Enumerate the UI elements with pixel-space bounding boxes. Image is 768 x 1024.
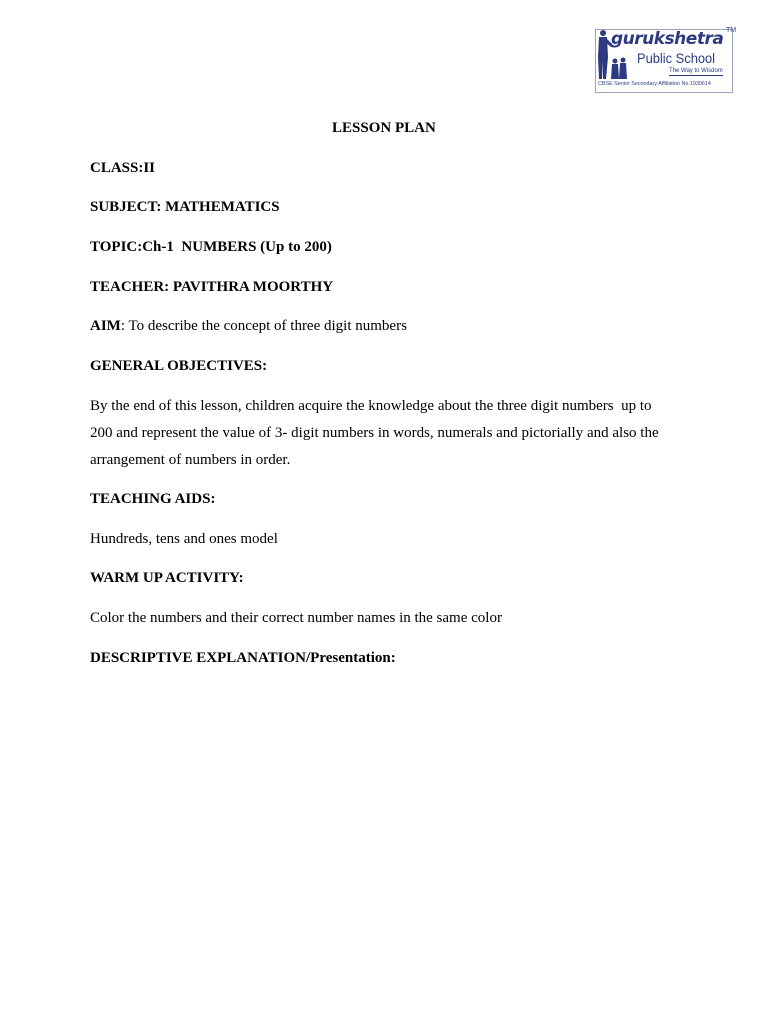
- aim-text: : To describe the concept of three digit numbers: [120, 318, 407, 334]
- logo-brand-text: gurukshetra: [611, 29, 724, 49]
- aim-label: AIM: [90, 318, 121, 334]
- teaching-aids-text: Hundreds, tens and ones model: [90, 531, 278, 547]
- logo-tagline: The Way to Wisdom: [669, 68, 723, 74]
- warm-up-text: Color the numbers and their correct number names in the same color: [90, 610, 502, 626]
- school-logo: [593, 27, 737, 95]
- logo-trademark: TM: [726, 27, 737, 34]
- logo-school-name: Public School: [637, 50, 716, 66]
- descriptive-explanation-heading: DESCRIPTIVE EXPLANATION/Presentation:: [90, 650, 396, 666]
- topic-line: TOPIC:Ch-1 NUMBERS (Up to 200): [90, 239, 332, 255]
- warm-up-heading: WARM UP ACTIVITY:: [90, 570, 244, 586]
- logo-tagline-underline: [669, 75, 723, 76]
- page-title: LESSON PLAN: [332, 120, 436, 136]
- subject-line: SUBJECT: MATHEMATICS: [90, 199, 280, 215]
- teacher-line: TEACHER: PAVITHRA MOORTHY: [90, 279, 334, 295]
- logo-affiliation: CBSE Senior Secondary Affiliation No.1930614: [598, 81, 711, 87]
- teaching-aids-heading: TEACHING AIDS:: [90, 491, 216, 507]
- objectives-line-2: 200 and represent the value of 3- digit numbers in words, numerals and pictorially and also the: [90, 425, 659, 441]
- objectives-line-3: arrangement of numbers in order.: [90, 452, 291, 468]
- objectives-line-1: By the end of this lesson, children acquire the knowledge about the three digit numbers up to: [90, 398, 652, 414]
- general-objectives-heading: GENERAL OBJECTIVES:: [90, 358, 268, 374]
- class-line: CLASS:II: [90, 160, 156, 176]
- aim-line: [90, 317, 407, 335]
